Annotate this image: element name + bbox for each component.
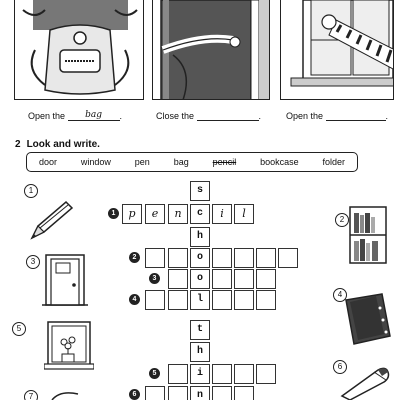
window-picture — [281, 0, 394, 100]
crossword-cell[interactable] — [212, 248, 232, 268]
answer-blank[interactable] — [197, 110, 259, 121]
word-pencil: pencil — [212, 157, 237, 167]
clue-number: 5 — [149, 368, 160, 379]
window-illustration-panel — [280, 0, 394, 100]
crossword-cell[interactable] — [168, 248, 188, 268]
caption-period: . — [119, 111, 123, 121]
section-number: 2 — [15, 139, 21, 150]
crossword-cell: p — [122, 204, 142, 224]
word-bag: bag — [173, 157, 189, 167]
pencil-picture — [28, 198, 76, 244]
crossword-cell[interactable] — [234, 290, 254, 310]
crossword-cell[interactable] — [234, 269, 254, 289]
crossword-cell[interactable] — [168, 269, 188, 289]
bag-illustration-panel — [14, 0, 144, 100]
clue-number: 6 — [129, 389, 140, 400]
folder-picture — [340, 290, 394, 348]
clue-number: 3 — [149, 273, 160, 284]
caption-text: Close the — [156, 111, 195, 121]
crossword-cell[interactable] — [168, 290, 188, 310]
crossword-cell: t — [190, 320, 210, 340]
crossword-cell[interactable] — [212, 386, 232, 400]
crossword-cell: i — [212, 204, 232, 224]
crossword-cell: s — [190, 181, 210, 201]
pen-picture — [338, 364, 394, 400]
item-number: 3 — [26, 255, 40, 269]
crossword-cell[interactable] — [234, 364, 254, 384]
word-bookcase: bookcase — [260, 157, 299, 167]
crossword-cell: o — [190, 269, 210, 289]
crossword-cell[interactable] — [212, 364, 232, 384]
crossword-cell: o — [190, 248, 210, 268]
item-number: 1 — [24, 184, 38, 198]
crossword-cell[interactable] — [145, 248, 165, 268]
door-illustration-panel — [152, 0, 270, 100]
door-small-picture — [42, 253, 88, 309]
crossword-cell[interactable] — [234, 386, 254, 400]
crossword-cell[interactable] — [212, 269, 232, 289]
crossword-cell[interactable] — [212, 290, 232, 310]
crossword-cell: i — [190, 364, 210, 384]
item-number: 5 — [12, 322, 26, 336]
crossword-cell: l — [234, 204, 254, 224]
caption-close-door — [156, 110, 261, 121]
crossword-cell[interactable] — [168, 386, 188, 400]
section-title: Look and write. — [26, 139, 100, 150]
item-number: 4 — [333, 288, 347, 302]
crossword-cell: n — [190, 386, 210, 400]
door-picture — [153, 0, 270, 100]
crossword-cell: h — [190, 227, 210, 247]
crossword-cell: h — [190, 342, 210, 362]
crossword-cell[interactable] — [168, 364, 188, 384]
caption-text: Open the — [286, 111, 324, 121]
item-number: 2 — [335, 213, 349, 227]
bookcase-picture — [346, 205, 390, 265]
crossword-cell: n — [168, 204, 188, 224]
clue-number: 2 — [129, 252, 140, 263]
crossword-cell[interactable] — [256, 290, 276, 310]
partial-picture — [50, 390, 80, 400]
answer-blank[interactable] — [326, 110, 386, 121]
crossword-cell[interactable] — [145, 290, 165, 310]
crossword-cell[interactable] — [256, 248, 276, 268]
crossword-cell[interactable] — [234, 248, 254, 268]
word-pen: pen — [134, 157, 150, 167]
crossword-cell: e — [145, 204, 165, 224]
item-number: 6 — [333, 360, 347, 374]
crossword-cell[interactable] — [256, 364, 276, 384]
answer-blank[interactable]: bag — [68, 110, 120, 121]
clue-number: 1 — [108, 208, 119, 219]
section-heading — [15, 139, 100, 150]
word-bank — [26, 152, 358, 172]
window-small-picture — [44, 320, 94, 372]
crossword-cell: l — [190, 290, 210, 310]
caption-open-bag — [28, 110, 122, 121]
word-window: window — [80, 157, 111, 167]
caption-open-window — [286, 110, 388, 121]
word-folder: folder — [322, 157, 346, 167]
caption-period: . — [385, 111, 389, 121]
schoolbag-picture — [15, 0, 144, 100]
clue-number: 4 — [129, 294, 140, 305]
crossword-cell[interactable] — [278, 248, 298, 268]
caption-text: Open the — [28, 111, 66, 121]
crossword-cell[interactable] — [256, 269, 276, 289]
word-door: door — [38, 157, 57, 167]
crossword-cell: c — [190, 204, 210, 224]
item-number: 7 — [24, 390, 38, 400]
crossword-cell[interactable] — [145, 386, 165, 400]
caption-period: . — [258, 111, 262, 121]
